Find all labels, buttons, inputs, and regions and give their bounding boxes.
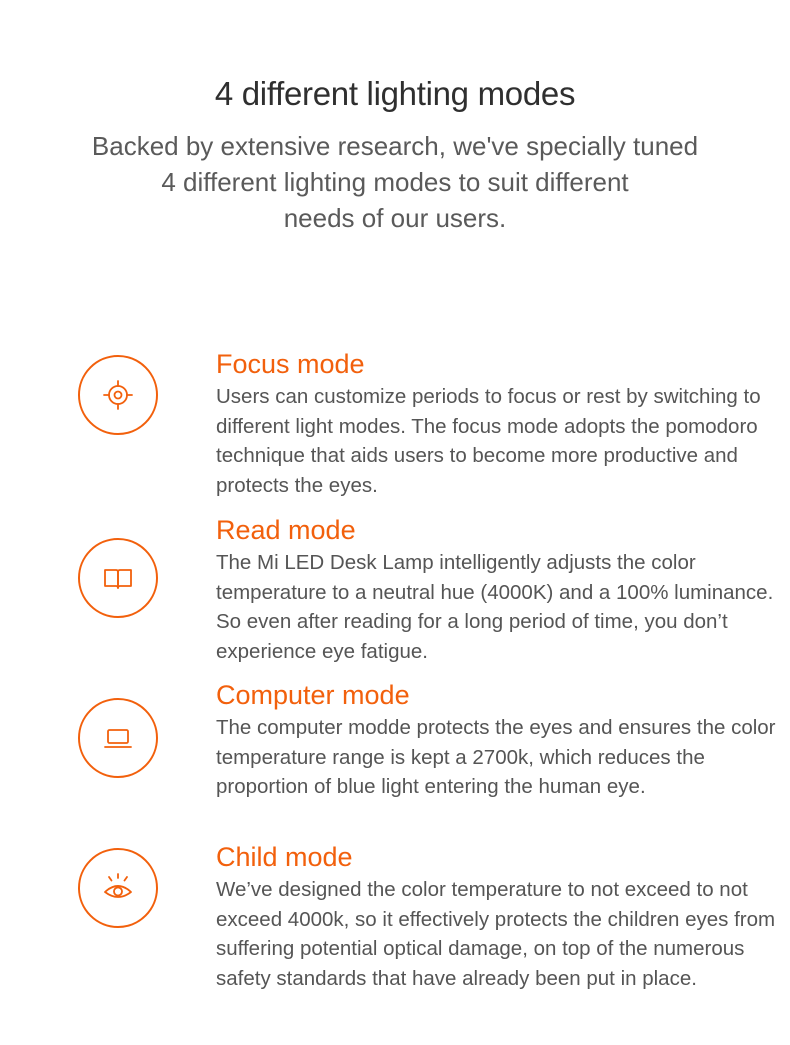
- mode-title: Read mode: [216, 515, 356, 545]
- book-icon: [78, 538, 158, 618]
- mode-description: The computer modde protects the eyes and ensures the color temperature range is kept a 2700k, which reduces the proportion of blue light entering the human eye.: [216, 716, 776, 798]
- mode-text: [216, 841, 776, 993]
- mode-description: We’ve designed the color temperature to not exceed to not exceed 4000k, so it effectively protects the children eyes from suffering potential optical damage, on top of the numerous safety standards that have already been put in place.: [216, 878, 776, 990]
- subtitle-line: 4 different lighting modes to suit different: [161, 167, 629, 197]
- mode-title: Computer mode: [216, 680, 410, 710]
- mode-text: [216, 679, 776, 802]
- page-title: 4 different lighting modes: [214, 75, 576, 112]
- mode-text: [216, 348, 776, 500]
- subtitle-line: Backed by extensive research, we've specially tuned: [91, 131, 699, 161]
- intro-section: [0, 70, 790, 236]
- subtitle-line: needs of our users.: [283, 203, 507, 233]
- mode-text: [216, 514, 776, 666]
- page-subtitle: [45, 128, 745, 236]
- mode-description: Users can customize periods to focus or rest by switching to different light modes. The focus mode adopts the pomodoro technique that aids users to become more productive and protects the eyes.: [216, 385, 761, 497]
- mode-title: Child mode: [216, 842, 353, 872]
- eye-icon: [78, 848, 158, 928]
- mode-title: Focus mode: [216, 349, 365, 379]
- mode-description: The Mi LED Desk Lamp intelligently adjusts the color temperature to a neutral hue (4000K) and a 100% luminance. So even after reading for a long period of time, you don’t experience eye fatigue.: [216, 551, 774, 663]
- laptop-icon: [78, 698, 158, 778]
- target-icon: [78, 355, 158, 435]
